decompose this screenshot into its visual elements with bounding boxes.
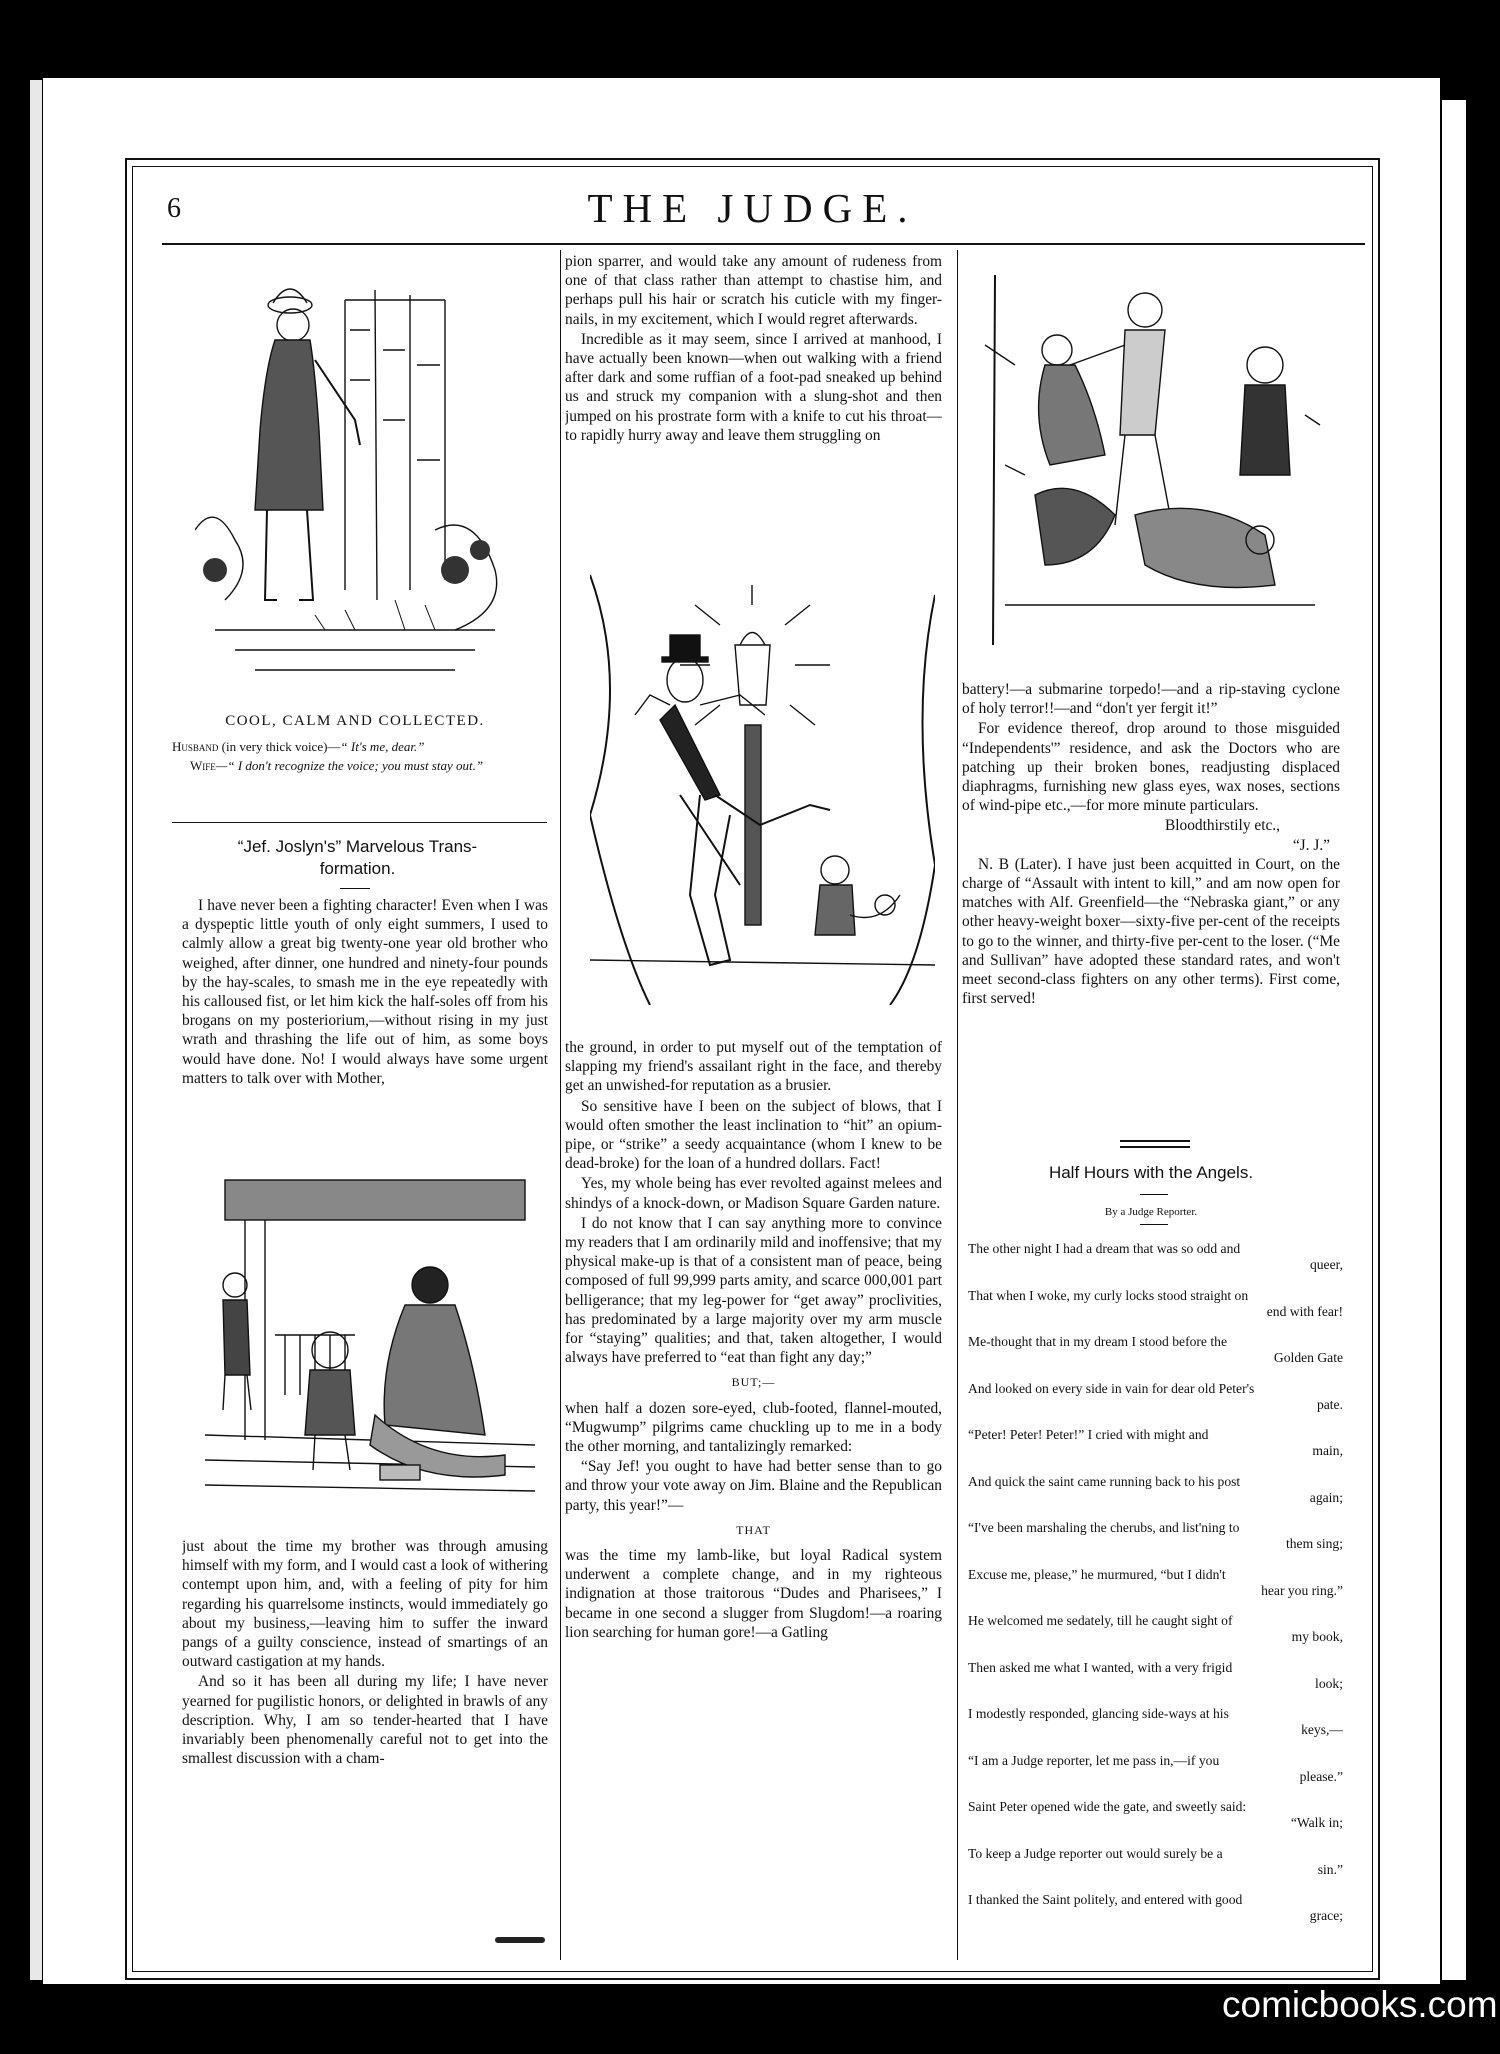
paragraph: battery!—a submarine torpedo!—and a rip-staving cyclone of holy terror!!—and “don't yer fergit it!” (962, 681, 1340, 718)
paragraph: just about the time my brother was through amusing himself with my form, and I would cast a look of withering contempt upon him, and, with a feeling of pity for him regarding his quarrelsome instincts, would immediately go about my business,—leaving him to suffer the inward pangs of a guilty conscience, instead of smartings of an outward castigation at my hands. (182, 1538, 548, 1671)
poem-line-continuation: look; (1315, 1675, 1343, 1691)
poem-line-continuation: grace; (1309, 1908, 1343, 1923)
paragraph: So sensitive have I been on the subject of blows, that I would often smother the least inclination to “hit” an opium-pipe, or “strike” a seedy acquaintance (whom I knew to be dead-broke) for the loan of a hundred dollars. Fact! (565, 1097, 942, 1173)
article-col1-text-bottom (182, 1537, 548, 1950)
speaker-husband: Husband (172, 739, 219, 754)
masthead-header (135, 180, 1370, 240)
poem-line: Excuse me, please,” he murmured, “but I didn't (968, 1566, 1226, 1582)
illustration-brawl (975, 265, 1340, 665)
poem-line: The other night I had a dream that was so odd and (968, 1241, 1241, 1256)
footer-ornament (495, 1937, 545, 1943)
poem-line-continuation: main, (1312, 1443, 1343, 1458)
section-word-but: BUT;— (731, 1375, 776, 1390)
poem-line-continuation: them sing; (1285, 1536, 1343, 1551)
section-rule (172, 822, 547, 823)
illustration-porch-scene (205, 1175, 535, 1515)
poem-line-continuation: please.” (1299, 1768, 1343, 1784)
article-title (170, 836, 545, 880)
speaker-wife: Wife (190, 758, 216, 773)
poem-line: Me-thought that in my dream I stood before the (968, 1334, 1227, 1349)
paragraph-nb: N. B (Later). I have just been acquitted in Court, on the charge of “Assault with intent to kill,” and am now open for matches with Alf. Greenfield—the “Nebraska giant,” or any other heavy-weight boxer—sixty-five per-cent of the receipts to go to the winner, and thirty-five per-cent to the loser. (“Me and Sullivan” have adopted these standard rates, and won't meet second-class fighters on any other terms). First come, first served! (962, 855, 1340, 1008)
wife-line: —“ I don't recognize the voice; you must stay out.” (215, 758, 484, 773)
poem-title-rule (1140, 1194, 1168, 1195)
poem-line-continuation: hear you ring.” (1261, 1582, 1343, 1598)
paragraph: Incredible as it may seem, since I arrived at manhood, I have actually been known—when out walking with a friend after dark and some ruffian of a foot-pad sneaked up behind us and struck my companion with a slung-shot and then jumped on his prostrate form with a knife to cut his throat—to rapidly hurry away and leave them struggling on (565, 330, 942, 444)
double-rule-bottom (1120, 1146, 1190, 1148)
paragraph: when half a dozen sore-eyed, club-footed, flannel-mouted, “Mugwump” pilgrims came chuckling up to me in a body the other morning, and tantalizingly remarked: (565, 1399, 942, 1456)
article-col3-text (962, 680, 1340, 1136)
cartoon-caption-dialogue (172, 737, 512, 775)
poem-line: “I am a Judge reporter, let me pass in,—if you (968, 1752, 1220, 1768)
husband-stage-note: (in very thick voice)— (218, 739, 341, 754)
poem-line: Saint Peter opened wide the gate, and sweetly said: (968, 1799, 1247, 1814)
section-word-that: THAT (736, 1522, 771, 1537)
paragraph: I have never been a fighting character! Even when I was a dyspeptic little youth of only eight summers, I used to calmly allow a great big twenty-one year old brother who weighed, after dinner, one hundred and ninety-four pounds by the hay-scales, to smash me in the eye repeatedly with his calloused fist, or let him kick the half-soles off from his brogans on my posteriorium,—without rising in my just wrath and thrashing the life out of him, as some boys would have done. No! I would always have some urgent matters to talk over with Mother, (182, 897, 548, 1087)
poem-line: And looked on every side in vain for dear old Peter's (968, 1380, 1255, 1396)
poem-line-continuation: Golden Gate (1273, 1350, 1343, 1365)
poem-body (968, 1240, 1348, 1950)
poem-line-continuation: queer, (1309, 1257, 1343, 1272)
husband-line: “ It's me, dear.” (340, 739, 425, 754)
poem-line-continuation: end with fear! (1266, 1303, 1343, 1319)
masthead-title: THE JUDGE. (587, 185, 918, 231)
poem-title: Half Hours with the Angels. (1048, 1163, 1254, 1182)
paragraph: “Say Jef! you ought to have had better sense than to go and throw your vote away on Jim. Blaine and the Republican party, this year!”— (565, 1458, 942, 1514)
paragraph: Yes, my whole being has ever revolted against melees and shindys of a knock-down, or Madison Square Garden nature. (565, 1175, 942, 1212)
byline-rule (1140, 1224, 1168, 1225)
paragraph: pion sparrer, and would take any amount of rudeness from one of that class rather than attempt to chastise him, and perhaps pull his hair or scratch his cuticle with my finger-nails, in my excitement, which I would regret afterwards. (565, 253, 942, 328)
cartoon-caption-title: COOL, CALM AND COLLECTED. (225, 713, 485, 729)
poem-line: He welcomed me sedately, till he caught sight of (968, 1613, 1233, 1628)
illustration-man-at-door (195, 270, 515, 690)
double-rule-top (1120, 1140, 1190, 1142)
poem-byline: By a Judge Reporter. (1104, 1206, 1198, 1218)
paragraph: For evidence thereof, drop around to those misguided “Independents'” residence, and ask the Doctors who are patching up their broken bones, readjusting displaced diaphragms, furnishing new glass eyes, wax noses, sections of wind-pipe etc.,—for more minute particulars. (962, 720, 1340, 815)
poem-line: “I've been marshaling the cherubs, and list'ning to (968, 1520, 1240, 1535)
poem-line-continuation: my book, (1291, 1629, 1343, 1644)
signoff-line-2: “J. J.” (1292, 836, 1330, 854)
article-title-line-2: formation. (319, 859, 396, 878)
page-edge (30, 80, 42, 1980)
poem-line: I thanked the Saint politely, and entered with good (968, 1892, 1243, 1907)
article-col2-text-bottom (565, 1038, 942, 1953)
column-rule-1 (560, 250, 561, 1960)
illustration-dancing-dude-lamppost (590, 565, 935, 1005)
signoff-line-1: Bloodthirstily etc., (1165, 817, 1280, 835)
title-rule (340, 888, 370, 889)
paragraph: And so it has been all during my life; I have never yearned for pugilistic honors, or delighted in brawls of any description. Why, I am so tender-hearted that I have invariably been phenomenally careful not to get into the smallest discussion with a cham- (182, 1673, 548, 1768)
watermark: comicbooks.com (1222, 1984, 1498, 2025)
poem-line: Then asked me what I wanted, with a very frigid (968, 1659, 1233, 1675)
poem-line-continuation: again; (1309, 1489, 1343, 1505)
poem-line: And quick the saint came running back to his post (968, 1473, 1241, 1489)
poem-line-continuation: sin.” (1317, 1861, 1343, 1877)
poem-line: “Peter! Peter! Peter!” I cried with might and (968, 1427, 1209, 1442)
page-number: 6 (167, 193, 181, 224)
column-rule-2 (957, 250, 958, 1960)
poem-line-continuation: keys,— (1301, 1722, 1343, 1737)
poem-line-continuation: “Walk in; (1290, 1815, 1343, 1830)
header-rule (162, 243, 1365, 245)
article-col2-text-top (565, 252, 942, 530)
article-col1-text-top (182, 896, 548, 1154)
paragraph: I do not know that I can say anything more to convince my readers that I am ordinarily mild and inoffensive; that my physical make-up is that of a consistent man of peace, being composed of full 99,999 parts amity, and scarce 000,001 part belligerance; that my leg-power for “get away” proclivities, has predominated by a large majority over my arm muscle for “staying” qualities; and that, taken altogether, I would always have preferred to “eat than fight any day;” (565, 1214, 942, 1367)
poem-line: To keep a Judge reporter out would surely be a (968, 1845, 1223, 1861)
poem-line-continuation: pate. (1316, 1396, 1343, 1412)
paragraph: was the time my lamb-like, but loyal Radical system underwent a complete change, and in my righteous indignation at those traitorous “Dudes and Pharisees,” I became in one second a slugger from Slugdom!—a roaring lion searching for human gore!—a Gatling (565, 1547, 942, 1641)
article-title-line-1: “Jef. Joslyn's” Marvelous Trans- (237, 837, 478, 856)
paragraph: the ground, in order to put myself out of the temptation of slapping my friend's assailant right in the face, and thereby get an unwished-for reputation as a brusier. (565, 1039, 942, 1095)
next-page-edge (1442, 100, 1466, 1980)
poem-line: I modestly responded, glancing side-ways at his (968, 1706, 1229, 1721)
poem-line: That when I woke, my curly locks stood straight on (968, 1287, 1249, 1303)
